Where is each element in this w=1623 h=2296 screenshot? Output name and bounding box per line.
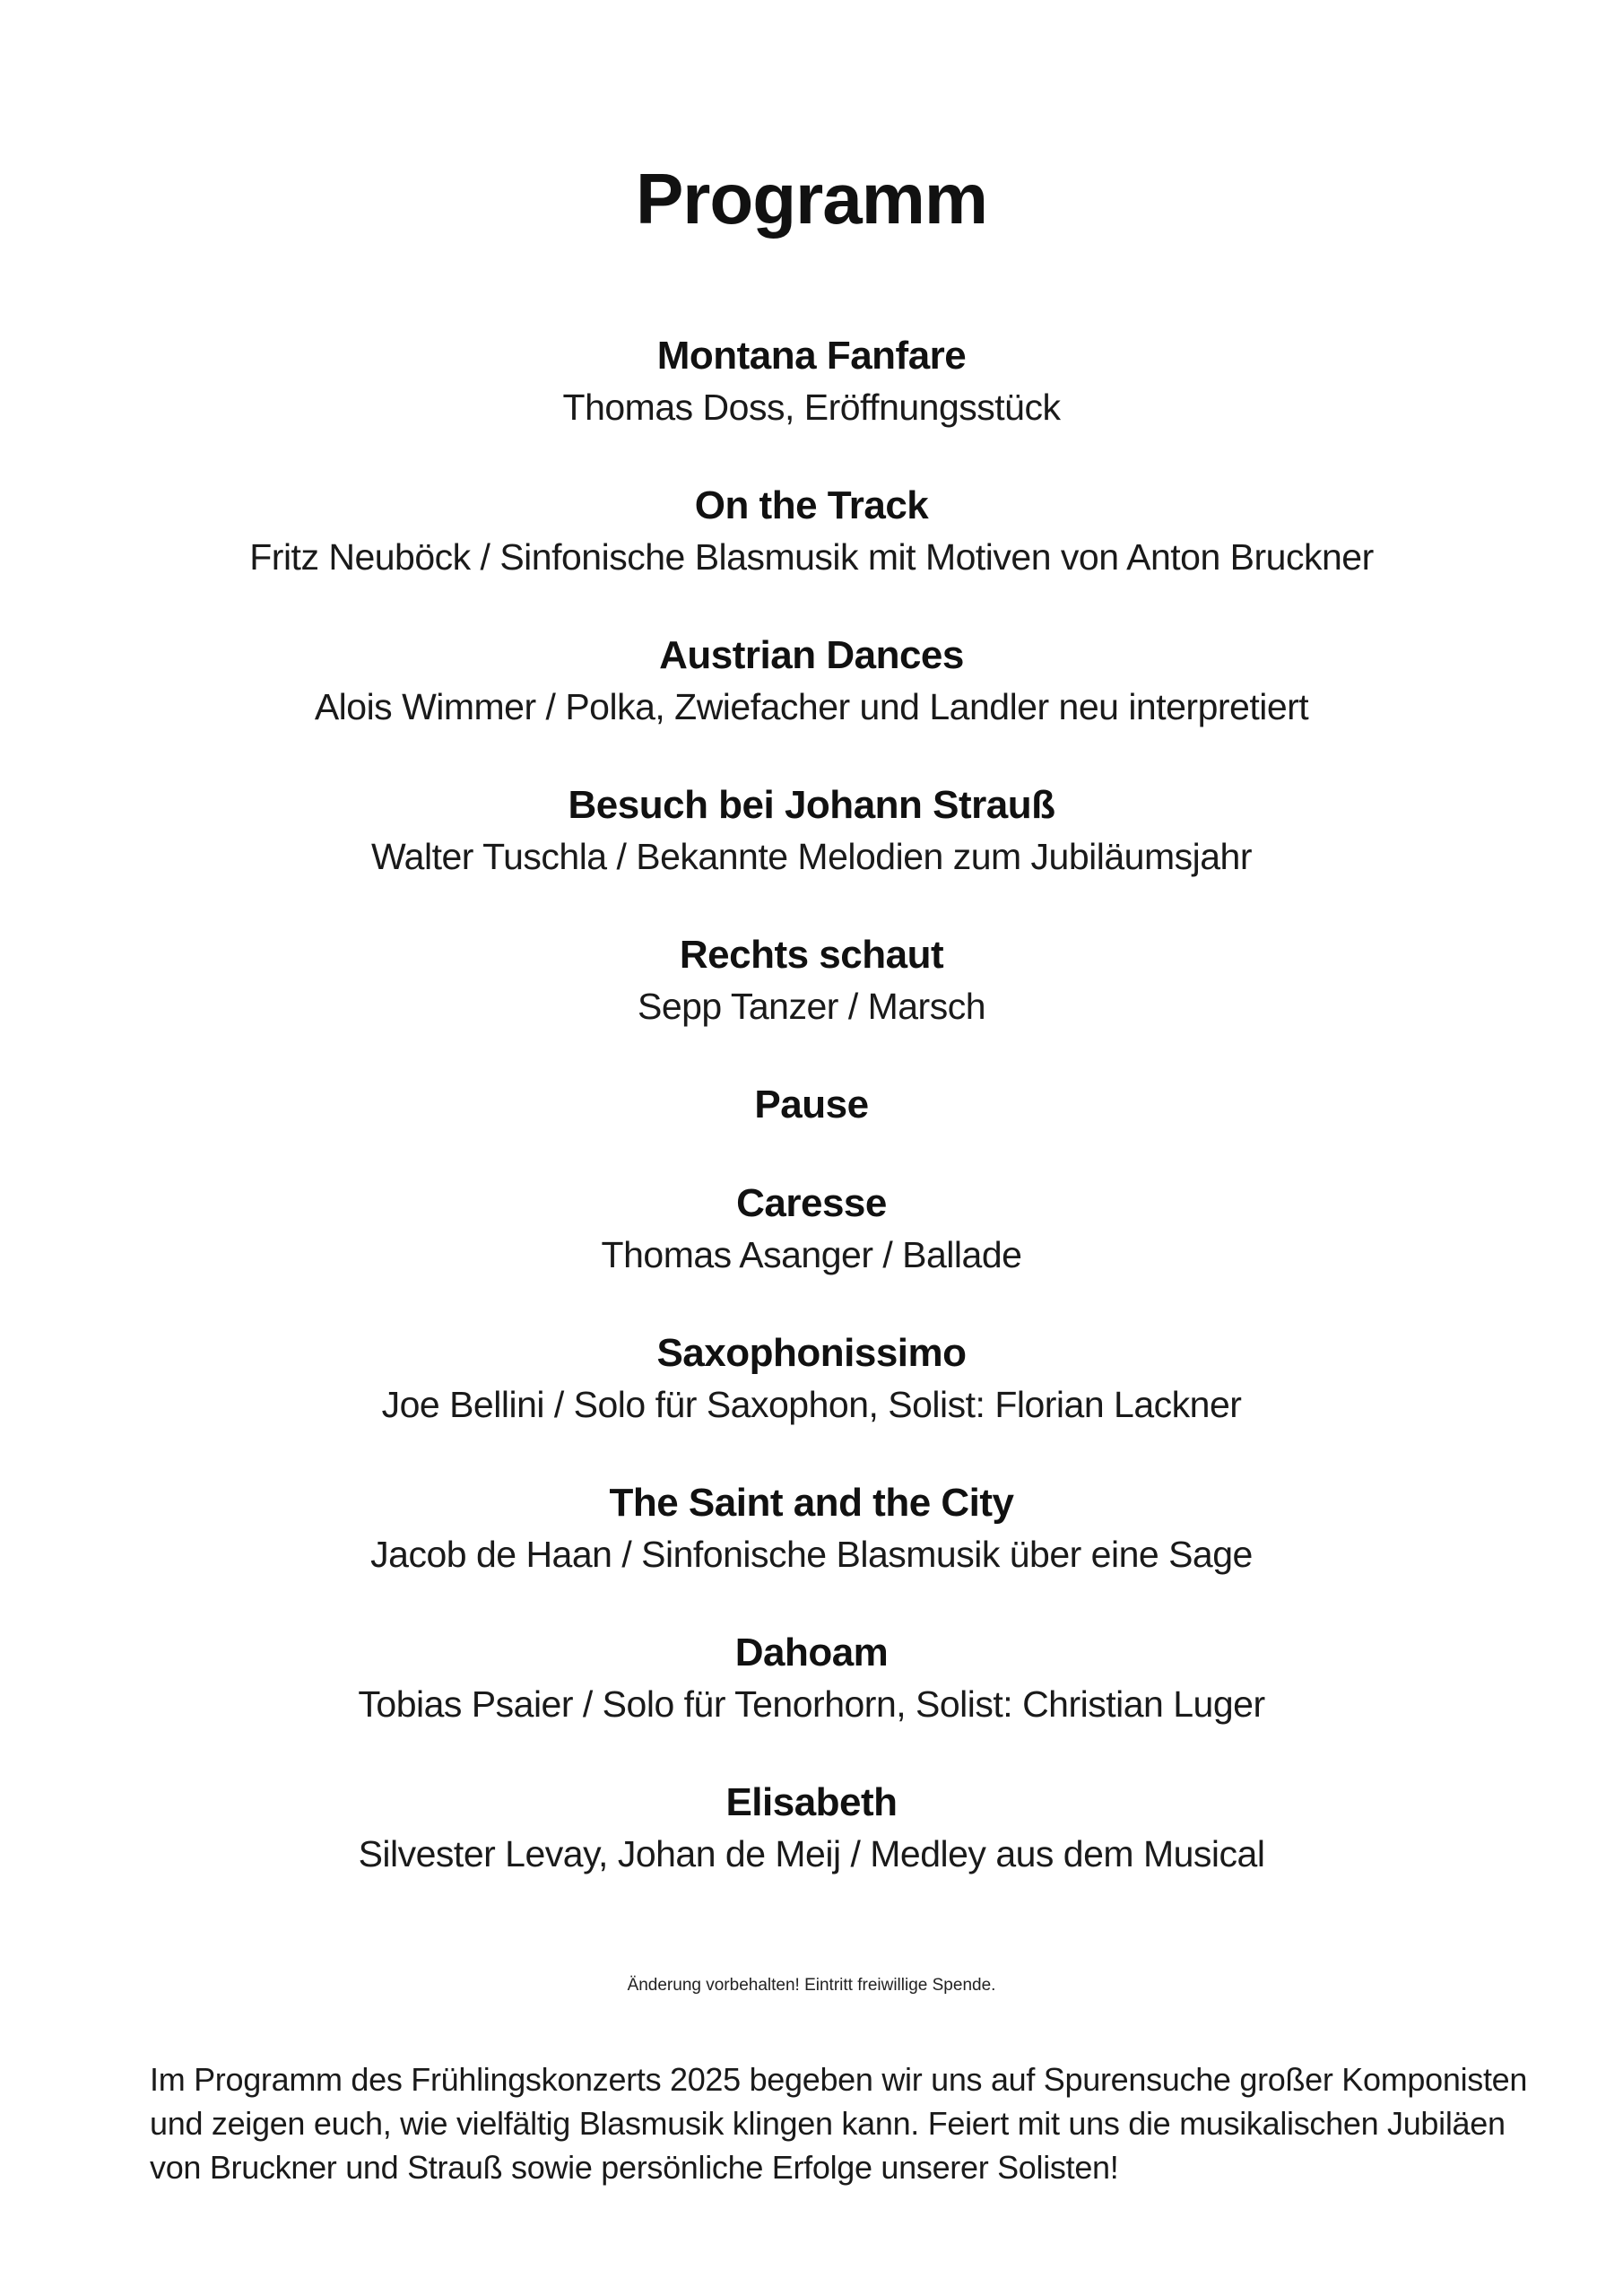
program-item-pause xyxy=(0,1079,1623,1178)
intro-line: von Bruckner und Strauß sowie persönliche Erfolge unserer Solisten! xyxy=(150,2149,1119,2186)
pause-label: Pause xyxy=(754,1083,869,1126)
piece-title: Rechts schaut xyxy=(679,933,944,977)
program-item xyxy=(0,1327,1623,1477)
program-item xyxy=(0,1627,1623,1777)
program-item xyxy=(0,480,1623,630)
page-title: Programm xyxy=(635,159,988,239)
piece-description: Sepp Tanzer / Marsch xyxy=(637,986,986,1027)
program-item xyxy=(0,929,1623,1079)
piece-title: On the Track xyxy=(694,483,929,527)
piece-title: Austrian Dances xyxy=(659,633,964,677)
piece-description: Fritz Neuböck / Sinfonische Blasmusik mit Motiven von Anton Bruckner xyxy=(249,536,1374,578)
program-item xyxy=(0,1178,1623,1327)
piece-title: Caresse xyxy=(736,1181,887,1225)
program-item xyxy=(0,330,1623,480)
intro-line: und zeigen euch, wie vielfältig Blasmusik klingen kann. Feiert mit uns die musikalischen Jubiläen xyxy=(150,2105,1506,2142)
piece-description: Walter Tuschla / Bekannte Melodien zum Jubiläumsjahr xyxy=(370,836,1252,877)
piece-title: Besuch bei Johann Strauß xyxy=(568,783,1055,827)
piece-description: Thomas Doss, Eröffnungsstück xyxy=(562,387,1061,428)
program-list xyxy=(0,330,1623,1926)
piece-title: Dahoam xyxy=(734,1631,889,1674)
fine-print-notice: Änderung vorbehalten! Eintritt freiwillige Spende. xyxy=(627,1976,996,1995)
intro-paragraph xyxy=(150,2057,1528,2189)
piece-description: Tobias Psaier / Solo für Tenorhorn, Solist: Christian Luger xyxy=(358,1683,1265,1725)
program-item xyxy=(0,1777,1623,1926)
program-item xyxy=(0,779,1623,929)
intro-line: Im Programm des Frühlingskonzerts 2025 begeben wir uns auf Spurensuche großer Komponisten xyxy=(150,2061,1528,2098)
piece-description: Alois Wimmer / Polka, Zwiefacher und Landler neu interpretiert xyxy=(314,686,1309,727)
piece-title: The Saint and the City xyxy=(609,1481,1014,1525)
piece-description: Joe Bellini / Solo für Saxophon, Solist: Florian Lackner xyxy=(381,1384,1242,1425)
program-item xyxy=(0,1477,1623,1627)
piece-description: Thomas Asanger / Ballade xyxy=(601,1234,1022,1275)
piece-description: Silvester Levay, Johan de Meij / Medley aus dem Musical xyxy=(358,1833,1265,1874)
piece-title: Montana Fanfare xyxy=(656,334,967,378)
program-item xyxy=(0,630,1623,779)
piece-description: Jacob de Haan / Sinfonische Blasmusik über eine Sage xyxy=(370,1534,1253,1575)
piece-title: Saxophonissimo xyxy=(656,1331,967,1375)
piece-title: Elisabeth xyxy=(725,1780,898,1824)
